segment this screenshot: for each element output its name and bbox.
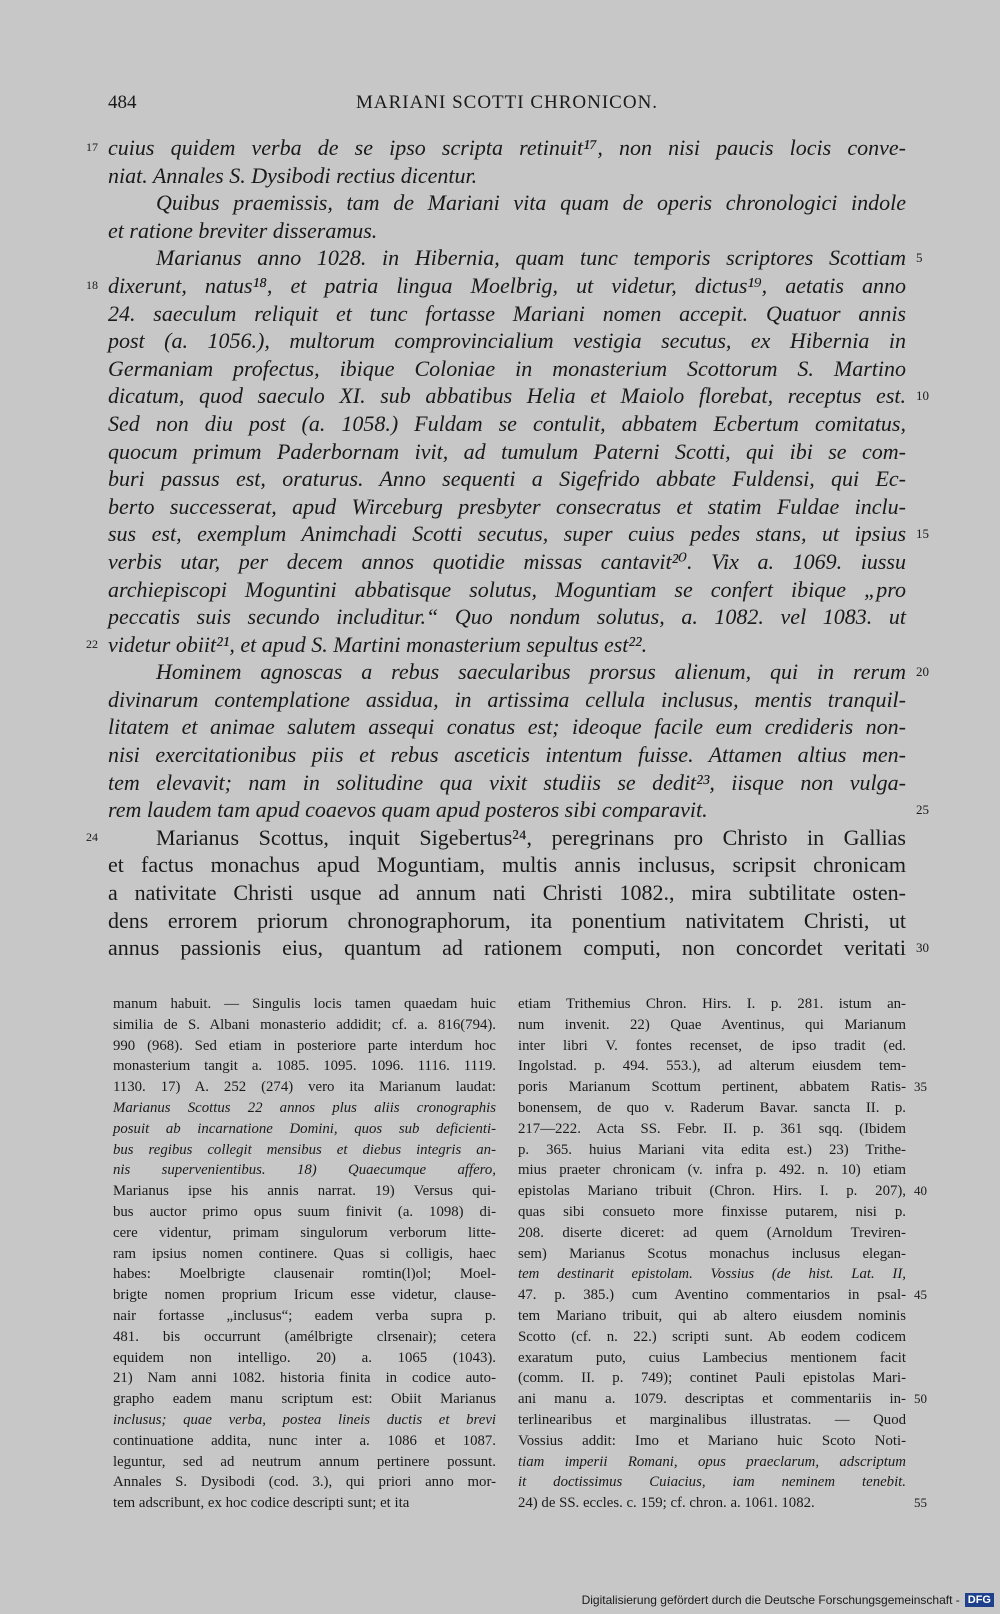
footnote-line [113,1431,496,1452]
line-text: 1130. 17) A. 252 (274) vero ita Marianum laudat: [113,1079,496,1096]
line-number: 25 [916,802,929,818]
line-text: Sed non diu post (a. 1058.) Fuldam se contulit, abbatem Ecbertum comitatus, [108,410,906,436]
line-text: post (a. 1056.), multorum comprovincialium vestigia secutus, ex Hibernia in [108,328,906,354]
footnote-line [113,1098,496,1119]
footnote-line [113,1181,496,1202]
line-text: buri passus est, oraturus. Anno sequenti a Sigefrido abbate Fuldensi, qui Ec- [108,466,906,492]
line-text: et factus monachus apud Moguntiam, multis annis inclusus, scripsit chronicam [108,852,906,878]
text-line [108,300,906,328]
line-number: 10 [916,388,929,404]
text-line [108,686,906,714]
footer-credit: Digitalisierung gefördert durch die Deutsche Forschungsgemeinschaft - [581,1593,960,1607]
line-text: Quibus praemissis, tam de Mariani vita quam de operis chronologici indole [156,190,906,216]
footnote-line [113,1119,496,1140]
line-text: nis supervenientibus. 18) Quaecumque affero, [113,1162,496,1179]
text-line [108,410,906,438]
footnote-line [518,1140,906,1161]
footnotes-right-column [518,994,927,1514]
line-text: et ratione breviter disseramus. [108,217,378,243]
text-line [108,658,929,686]
line-text: leguntur, sed ad neutrum annum pertinere possunt. [113,1453,496,1470]
line-text: bus auctor primo opus suum finivit (a. 1098) di- [113,1203,496,1220]
line-text: terlinearibus et marginalibus illustratas. — Quod [518,1411,906,1428]
line-number: 5 [916,250,923,266]
text-line [86,631,906,659]
footnote-line [113,1036,496,1057]
text-line [86,272,906,300]
line-text: berto successerat, apud Wirceburg presbyter consecratus et statim Fuldae inclu- [108,493,906,519]
line-text: tem elevavit; nam in solitudine qua vixit studiis se dedit²³, iisque non vulga- [108,769,906,795]
line-text: quocum primum Paderbornam ivit, ad tumulum Paterni Scotti, qui ibi se com- [108,438,906,464]
footnote-margin-marker: 22 [86,636,98,651]
text-line [86,134,906,162]
running-title: MARIANI SCOTTI CHRONICON. [355,92,659,113]
text-line [108,907,906,935]
line-text: quas sibi consueto more finxisse putarem, nisi p. [518,1203,906,1220]
running-head [108,92,906,122]
line-number: 20 [916,664,929,680]
line-text: tiam imperii Romani, opus praeclarum, adscriptum [518,1453,906,1470]
line-text: 24) de SS. eccles. c. 159; cf. chron. a. 1061. 1082. [518,1495,815,1512]
line-text: Vossius addit: Imo et Mariano huic Scoto Noti- [518,1432,906,1449]
text-line [108,382,929,410]
line-text: a nativitate Christi usque ad annum nati Christi 1082., mira subtilitate osten- [108,880,906,906]
footnote-line [113,1160,496,1181]
text-line [108,189,906,217]
footnote-line [518,1077,927,1098]
line-text: peccatis suis secundo includitur.“ Quo nondum solutus, a. 1082. vel 1083. ut [108,604,906,630]
line-text: 217—222. Acta SS. Febr. II. p. 361 sqq. (Ibidem [518,1120,906,1137]
line-text: dicatum, quod saeculo XI. sub abbatibus Helia et Maiolo florebat, receptus est. [108,383,906,409]
footnote-line [113,1493,496,1514]
line-number: 55 [914,1495,927,1511]
line-text: monasterium tangit a. 1085. 1095. 1096. 1116. 1119. [113,1058,496,1075]
footnote-line [518,1327,906,1348]
line-text: manum habuit. — Singulis locis tamen quaedam huic [113,996,496,1012]
line-text: p. 365. huius Mariani vita edita est.) 23) Trithe- [518,1141,906,1158]
line-text: 990 (968). Sed etiam in posteriore parte interdum hoc [113,1037,496,1054]
line-text: sus est, exemplum Animchadi Scotti secutus, super cuius pedes stans, ut ipsius [108,521,906,547]
line-text: bonensem, de quo v. Raderum Bavar. sancta II. p. [518,1099,906,1116]
text-line [108,217,906,245]
line-text: it doctissimus Cuiacius, iam neminem tenebit. [518,1474,906,1491]
footnote-margin-marker: 24 [86,829,98,844]
footnote-line [518,1264,906,1285]
text-line [108,520,929,548]
line-number: 30 [916,940,929,956]
footnote-line [518,1202,906,1223]
line-text: Annales S. Dysibodi (cod. 3.), qui priori anno mor- [113,1474,496,1491]
footnotes-left-column [113,994,496,1514]
text-line [108,548,906,576]
line-text: verbis utar, per decem annos quotidie missas cantavit²⁰. Vix a. 1069. iussu [108,548,906,574]
text-line [108,493,906,521]
footnote-line [518,1410,906,1431]
line-text: inclusus; quae verba, postea lineis ductis et brevi [113,1411,496,1428]
line-text: Marianus Scottus, inquit Sigebertus²⁴, peregrinans pro Christo in Gallias [156,824,906,850]
text-line [108,851,906,879]
text-line [86,824,906,852]
footnote-line [113,1015,496,1036]
footnote-line [518,1119,906,1140]
footnote-line [113,1368,496,1389]
text-line [108,465,906,493]
line-text: habes: Moelbrigte clausenair romtin(l)ol; Moel- [113,1266,496,1283]
line-text: Ingolstad. p. 494. 553.), ad alterum eiusdem tem- [518,1058,906,1075]
line-text: cere videntur, primam singulorum verborum litte- [113,1224,496,1241]
dfg-logo: DFG [965,1593,994,1607]
line-text: exaratum puto, cuius Lambecius mentionem facit [518,1349,906,1366]
line-text: mius praeter chronicam (v. infra p. 492. n. 10) etiam [518,1162,906,1179]
line-text: divinarum contemplatione assidua, in artissima cellula inclusus, mentis tranquil- [108,686,906,712]
footnote-line [518,1244,906,1265]
line-text: 24. saeculum reliquit et tunc fortasse Mariani nomen accepit. Quatuor annis [108,300,906,326]
line-text: continuatione addita, nunc inter a. 1086 et 1087. [113,1432,496,1449]
line-text: tem Mariano tribuit, qui ab altero eiusdem nominis [518,1307,906,1324]
text-line [108,327,906,355]
line-number: 35 [914,1079,927,1095]
footnote-line [518,1160,906,1181]
footnote-line [518,1223,906,1244]
line-text: cuius quidem verba de se ipso scripta retinuit¹⁷, non nisi paucis locis conve- [108,135,906,160]
line-text: grapho eadem manu scriptum est: Obiit Marianus [113,1391,496,1408]
footnote-line [518,1472,906,1493]
line-text: 21) Nam anni 1082. historia finita in codice auto- [113,1370,496,1387]
footnote-line [113,1244,496,1265]
footnote-line [518,1368,906,1389]
footnote-line [113,1389,496,1410]
text-line [108,244,923,272]
footnote-margin-marker: 18 [86,277,98,292]
footnote-line [113,1202,496,1223]
footnote-line [113,994,496,1015]
line-text: (comm. II. p. 749); continet Pauli epistolas Mari- [518,1370,906,1387]
footnote-line [113,1285,496,1306]
line-text: sem) Marianus Scotus monachus inclusus elegan- [518,1245,906,1262]
text-line [108,713,906,741]
line-text: niat. Annales S. Dysibodi rectius dicentur. [108,162,478,188]
line-text: posuit ab incarnatione Domini, quos sub deficienti- [113,1120,496,1137]
line-text: nisi exercitationibus piis et rebus asceticis intentum fuisse. Attamen altius men- [108,742,906,768]
footnote-line [518,1348,906,1369]
footnote-line [113,1452,496,1473]
footnote-line [518,1306,906,1327]
line-text: Marianus ipse his annis narrat. 19) Versus qui- [113,1183,496,1200]
line-number: 45 [914,1287,927,1303]
line-text: epistolas Mariano tribuit (Chron. Hirs. I. p. 207), [518,1183,906,1200]
footnote-line [518,1056,906,1077]
line-text: Marianus Scottus 22 annos plus aliis cronographis [113,1099,496,1116]
line-text: ram ipsius nomen continere. Quas si colligis, haec [113,1245,496,1262]
line-text: poris Marianum Scottum pertinent, abbatem Ratis- [518,1079,906,1096]
footnote-line [518,1431,906,1452]
footnote-line [113,1056,496,1077]
footnote-line [113,1140,496,1161]
line-text: Scotto (cf. n. 22.) scripti sunt. Ab eodem codicem [518,1328,906,1345]
line-text: Hominem agnoscas a rebus saecularibus prorsus alienum, qui in rerum [156,659,906,685]
footnote-line [113,1223,496,1244]
footnote-line [518,1036,906,1057]
text-line [108,576,906,604]
line-text: bus regibus collegit mensibus et diebus integris an- [113,1141,496,1158]
line-text: tem adscribunt, ex hoc codice descripti sunt; et ita [113,1495,410,1512]
footnote-line [518,1015,906,1036]
line-text: etiam Trithemius Chron. Hirs. I. p. 281. istum an- [518,996,906,1012]
line-text: 47. p. 385.) cum Aventino commentarios in psal- [518,1287,906,1304]
line-text: similia de S. Albani monasterio addidit; cf. a. 816(794). [113,1016,496,1033]
digitization-footer [582,1590,994,1610]
main-text [86,134,929,962]
footnote-line [518,1181,927,1202]
text-line [108,796,929,824]
line-text: tem destinarit epistolam. Vossius (de hist. Lat. II, [518,1266,906,1283]
text-line [108,162,906,190]
footnote-line [518,1389,927,1410]
footnote-line [113,1264,496,1285]
text-line [108,879,906,907]
footnote-line [113,1410,496,1431]
text-line [108,769,906,797]
line-text: dixerunt, natus¹⁸, et patria lingua Moelbrig, ut videtur, dictus¹⁹, aetatis anno [108,272,906,298]
line-text: Germaniam profectus, ibique Coloniae in monasterium Scottorum S. Martino [108,355,906,381]
footnote-margin-marker: 17 [86,140,98,154]
line-text: litatem et animae salutem assequi conatus est; ideoque facile eum credideris non- [108,714,906,740]
line-text: equidem non intelligo. 20) a. 1065 (1043). [113,1349,496,1366]
line-text: dens errorem priorum chronographorum, ita ponentium nativitatem Christi, ut [108,907,906,933]
footnote-line [518,994,906,1015]
footnote-line [518,1452,906,1473]
line-text: brigte nomen proprium Iricum esse videtur, clause- [113,1287,496,1304]
line-text: Marianus anno 1028. in Hibernia, quam tunc temporis scriptores Scottiam [156,245,906,271]
footnote-line [518,1098,906,1119]
line-number: 40 [914,1183,927,1199]
line-text: 208. diserte diceret: ad quem (Arnoldum Treviren- [518,1224,906,1241]
line-text: inter libri V. fontes recenset, de ipso tradit (ed. [518,1037,906,1054]
line-text: num invenit. 22) Quae Aventinus, qui Marianum [518,1016,906,1033]
text-line [108,355,906,383]
line-text: ani manu a. 1079. descriptas et commentariis in- [518,1391,906,1408]
line-text: rem laudem tam apud coaevos quam apud posteros sibi comparavit. [108,797,708,823]
text-line [108,934,929,962]
line-text: videtur obiit²¹, et apud S. Martini monasterium sepultus est²². [108,631,648,657]
line-text: archiepiscopi Moguntini abbatisque solutus, Moguntiam se confert ibique „pro [108,576,906,602]
line-text: nair fortasse „inclusus“; eadem verba supra p. [113,1307,496,1324]
footnote-line [518,1493,927,1514]
line-text: 481. bis occurrunt (amélbrigte clrsenair); cetera [113,1328,496,1345]
line-number: 15 [916,526,929,542]
footnote-line [113,1472,496,1493]
text-line [108,741,906,769]
page-number: 484 [108,92,137,113]
footnote-line [113,1077,496,1098]
text-line [108,603,906,631]
line-text: annus passionis eius, quantum ad rationem computi, non concordet veritati [108,935,906,961]
line-number: 50 [914,1391,927,1407]
footnote-line [113,1348,496,1369]
footnote-line [113,1306,496,1327]
footnote-line [518,1285,927,1306]
text-line [108,438,906,466]
footnote-line [113,1327,496,1348]
